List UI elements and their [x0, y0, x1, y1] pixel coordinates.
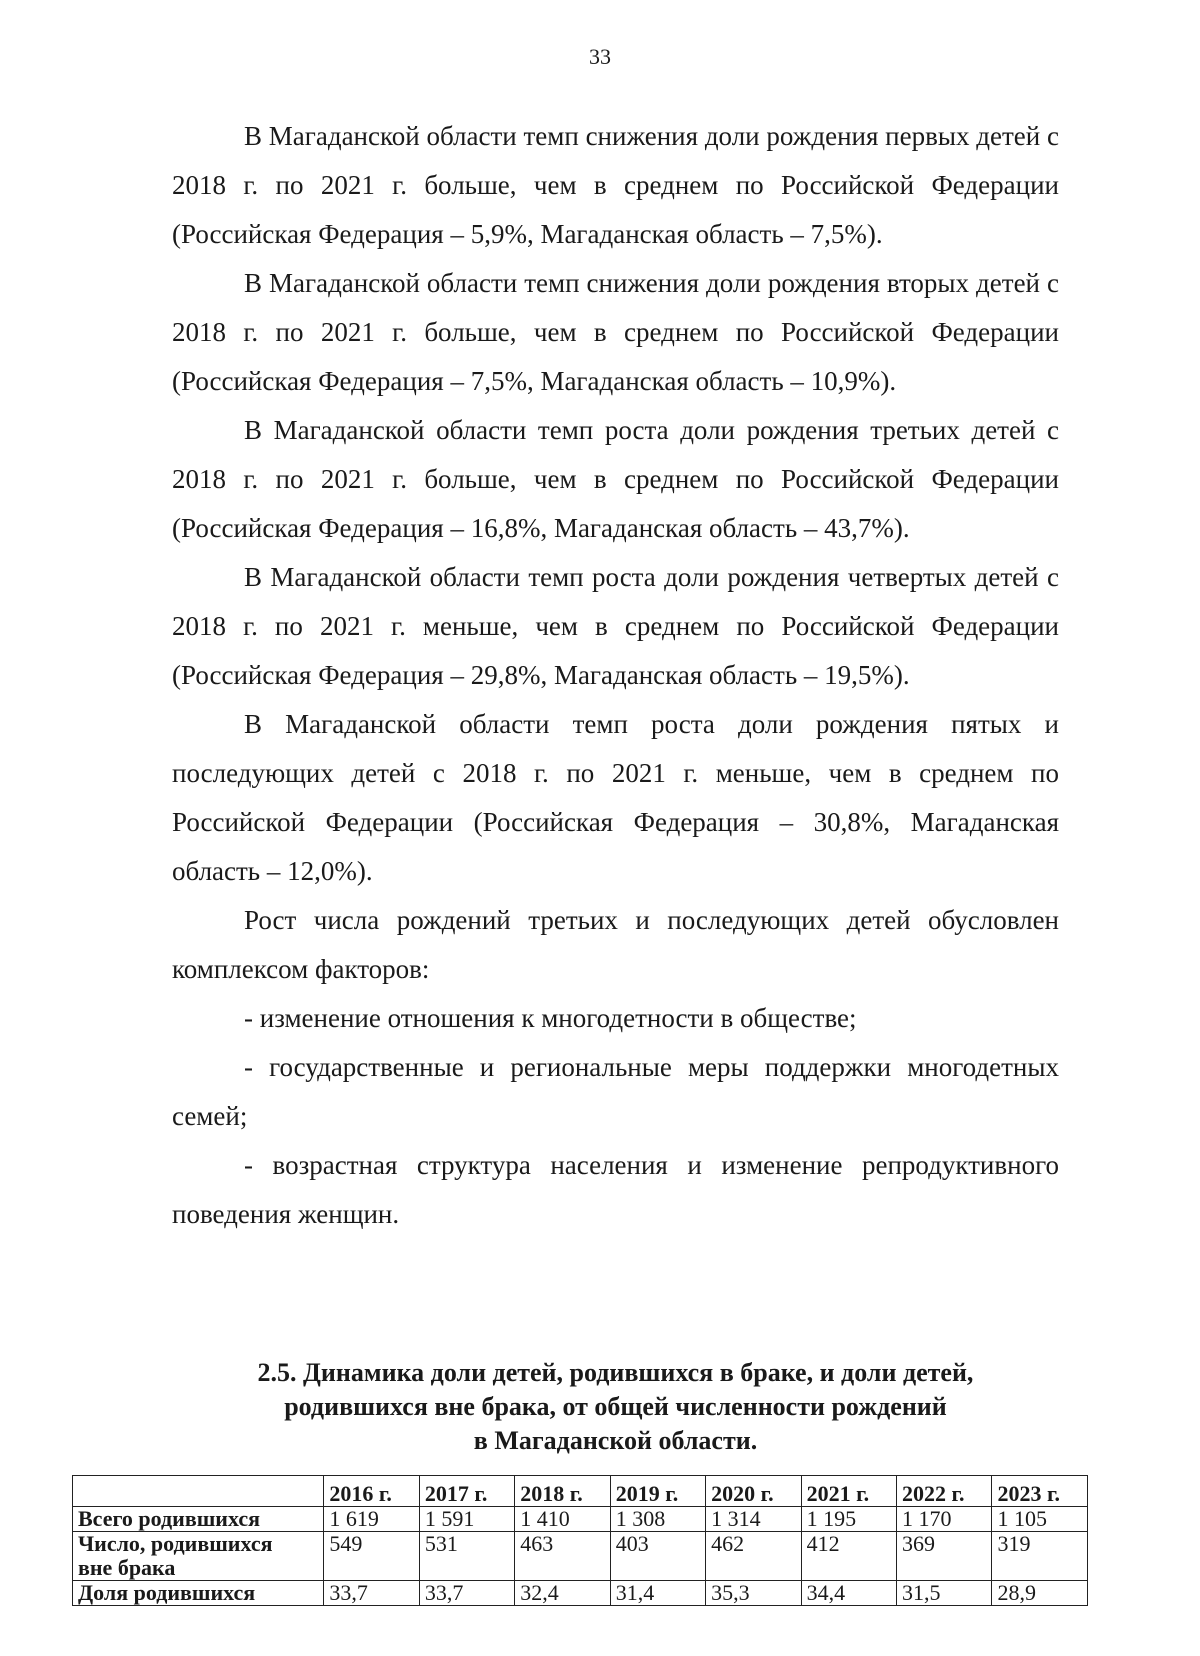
- paragraph-fourth-children: В Магаданской области темп роста доли рождения четвертых детей с 2018 г. по 2021 г. меньше, чем в среднем по Российской Федерации (Российская Федерация – 29,8%, Магаданская область – 19,5%).: [172, 562, 1059, 690]
- table-cell: 1 195: [801, 1507, 896, 1532]
- paragraph-first-children: В Магаданской области темп снижения доли рождения первых детей с 2018 г. по 2021 г. больше, чем в среднем по Российской Федерации (Российская Федерация – 5,9%, Магаданская область – 7,5%).: [172, 121, 1059, 249]
- births-table: [72, 1475, 1088, 1606]
- table-cell: 1 410: [515, 1507, 610, 1532]
- table-cell: 1 619: [324, 1507, 419, 1532]
- table-corner-cell: [73, 1476, 324, 1507]
- table-cell: 33,7: [324, 1581, 419, 1606]
- table-cell: 35,3: [706, 1581, 801, 1606]
- section-title-line-3: в Магаданской области.: [473, 1426, 758, 1455]
- body-text: [172, 112, 1059, 1239]
- table-row-label: Доля родившихся: [73, 1581, 324, 1606]
- table-cell: 319: [992, 1532, 1088, 1581]
- table-row: [73, 1532, 1088, 1581]
- section-title-line-1: 2.5. Динамика доли детей, родившихся в браке, и доли детей,: [257, 1358, 974, 1387]
- table-header-year: 2022 г.: [897, 1476, 992, 1507]
- list-item-factor-1: - изменение отношения к многодетности в обществе;: [244, 1003, 857, 1033]
- table-header-year: 2023 г.: [992, 1476, 1088, 1507]
- table-cell: 412: [801, 1532, 896, 1581]
- paragraph-factors-intro: Рост числа рождений третьих и последующих детей обусловлен комплексом факторов:: [172, 905, 1059, 984]
- table-cell: 31,5: [897, 1581, 992, 1606]
- table-header-year: 2021 г.: [801, 1476, 896, 1507]
- table-cell: 1 105: [992, 1507, 1088, 1532]
- table-header-year: 2018 г.: [515, 1476, 610, 1507]
- table-header-year: 2019 г.: [610, 1476, 705, 1507]
- table-cell: 463: [515, 1532, 610, 1581]
- table-cell: 462: [706, 1532, 801, 1581]
- table-cell: 1 591: [419, 1507, 514, 1532]
- table-row-label-line-1: Число, родившихся: [78, 1531, 273, 1556]
- table-row-label: Всего родившихся: [73, 1507, 324, 1532]
- table-cell: 1 308: [610, 1507, 705, 1532]
- table-cell: 403: [610, 1532, 705, 1581]
- table-header-row: [73, 1476, 1088, 1507]
- paragraph-second-children: В Магаданской области темп снижения доли рождения вторых детей с 2018 г. по 2021 г. больше, чем в среднем по Российской Федерации (Российская Федерация – 7,5%, Магаданская область – 10,9%).: [172, 268, 1059, 396]
- table-header-year: 2016 г.: [324, 1476, 419, 1507]
- paragraph-fifth-children: В Магаданской области темп роста доли рождения пятых и последующих детей с 2018 г. по 2021 г. меньше, чем в среднем по Российской Федерации (Российская Федерация – 30,8%, Магаданская область – 12,0%).: [172, 709, 1059, 886]
- table-row-label: [73, 1532, 324, 1581]
- table-cell: 32,4: [515, 1581, 610, 1606]
- table-cell: 549: [324, 1532, 419, 1581]
- section-title: [172, 1356, 1059, 1458]
- table-cell: 369: [897, 1532, 992, 1581]
- table-cell: 1 170: [897, 1507, 992, 1532]
- table-header-year: 2020 г.: [706, 1476, 801, 1507]
- table-cell: 1 314: [706, 1507, 801, 1532]
- table-cell: 33,7: [419, 1581, 514, 1606]
- table-cell: 28,9: [992, 1581, 1088, 1606]
- table-header-year: 2017 г.: [419, 1476, 514, 1507]
- table-row: [73, 1581, 1088, 1606]
- table-cell: 31,4: [610, 1581, 705, 1606]
- list-item-factor-2: - государственные и региональные меры поддержки многодетных семей;: [172, 1052, 1059, 1131]
- list-item-factor-3: - возрастная структура населения и изменение репродуктивного поведения женщин.: [172, 1150, 1059, 1229]
- table-cell: 531: [419, 1532, 514, 1581]
- table-row-label-line-2: вне брака: [78, 1555, 176, 1580]
- table-cell: 34,4: [801, 1581, 896, 1606]
- section-title-line-2: родившихся вне брака, от общей численности рождений: [284, 1392, 947, 1421]
- table-row: [73, 1507, 1088, 1532]
- page-number: 33: [589, 44, 611, 69]
- paragraph-third-children: В Магаданской области темп роста доли рождения третьих детей с 2018 г. по 2021 г. больше, чем в среднем по Российской Федерации (Российская Федерация – 16,8%, Магаданская область – 43,7%).: [172, 415, 1059, 543]
